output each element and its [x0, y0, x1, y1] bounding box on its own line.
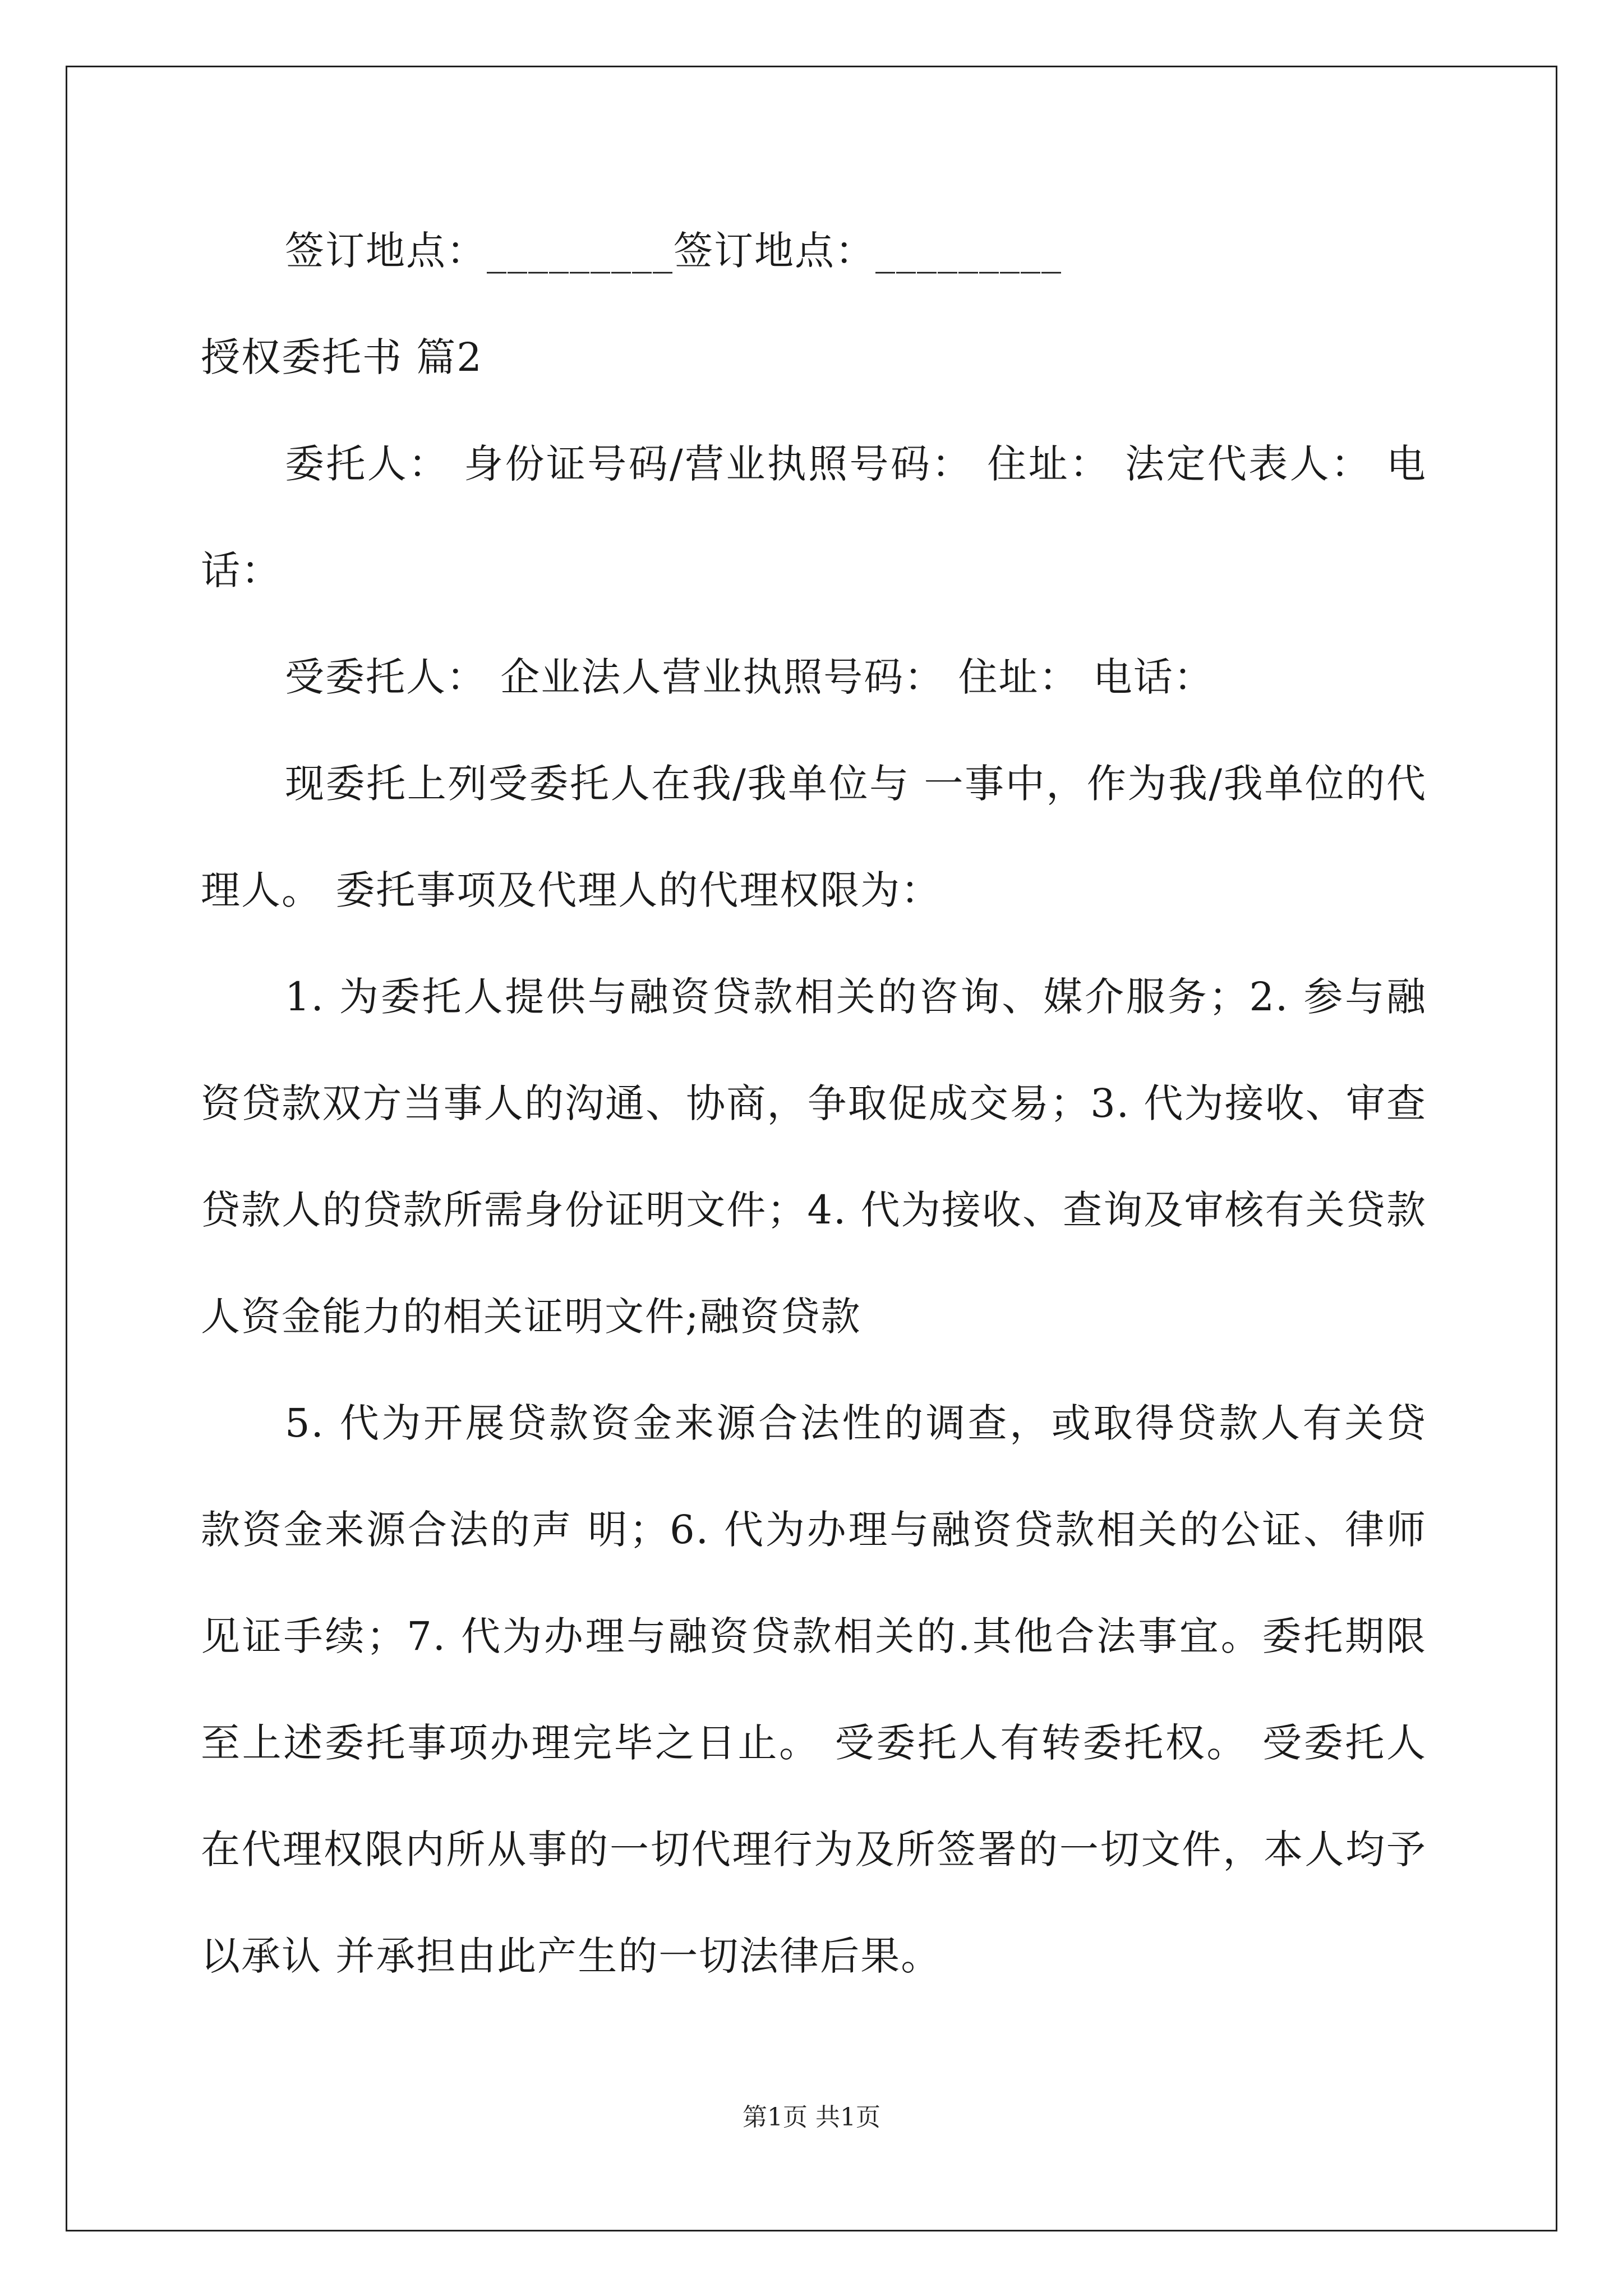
authorization-items-paragraph-1: 1. 为委托人提供与融资贷款相关的咨询、媒介服务；2. 参与融资贷款双方当事人的沟通、协商，争取促成交易；3. 代为接收、审查贷款人的贷款所需身份证明文件；4. 代为接收、查询及审核有关贷款人资金能力的相关证明文件;融资贷款	[201, 974, 1427, 1340]
page-footer: 第1页 共1页	[743, 2103, 880, 2132]
signing-place-line: 签订地点：_________签订地点：_________	[285, 228, 1062, 274]
agent-info-paragraph: 受委托人： 企业法人营业执照号码： 住址： 电话：	[285, 654, 1214, 700]
authorization-items-paragraph-2: 5. 代为开展贷款资金来源合法性的调查，或取得贷款人有关贷款资金来源合法的声 明；6. 代为办理与融资贷款相关的公证、律师见证手续；7. 代为办理与融资贷款相关的.其他合法事宜。委托期限至上述委托事项办理完毕之日止。 受委托人有转委托权。 受委托人在代理权限内所从事的一切代理行为及所签署的一切文件，本人均予以承认 并承担由此产生的一切法律后果。	[201, 1400, 1427, 1979]
section-heading: 授权委托书 篇2	[201, 334, 483, 380]
principal-info-paragraph: 委托人： 身份证号码/营业执照号码： 住址： 法定代表人： 电话：	[201, 441, 1427, 593]
authorization-intro-paragraph: 现委托上列受委托人在我/我单位与 一事中，作为我/我单位的代理人。 委托事项及代理人的代理权限为：	[201, 761, 1427, 913]
document-body	[201, 197, 1427, 2009]
